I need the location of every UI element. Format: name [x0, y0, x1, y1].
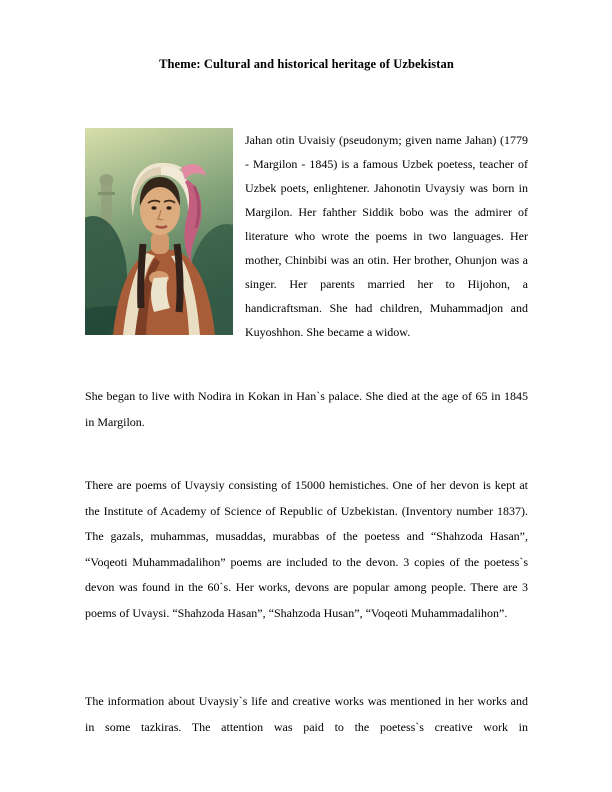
neck [151, 232, 169, 254]
uvaisiy-portrait-image [85, 128, 233, 335]
portrait-illustration [85, 128, 233, 335]
document-title: Theme: Cultural and historical heritage of Uzbekistan [159, 57, 454, 71]
intro-paragraph-text: Jahan otin Uvaisiy (pseudonym; given name Jahan) (1779 - Margilon - 1845) is a famous Uzbek poetess, teacher of Uzbek poets, enlightener. Jahonotin Uvaysiy was born in Margilon. Her fahther Siddik bobo was the admirer of literature who wrote the poems in two languages. Her mother, Chinbibi was an otin. Her brother, Ohunjon was a singer. Her parents married her to Hijohon, a handicraftsman. She had children, Muhammadjon and Kuyoshhon. She became a widow. [245, 133, 528, 339]
paragraph-nodira: She began to live with Nodira in Kokan in Han`s palace. She died at the age of 65 in 1845 in Margilon. [85, 389, 528, 429]
paragraph-information: The information about Uvaysiy`s life and creative works was mentioned in her works and in some tazkiras. The attention was paid to the poetess`s creative work in [85, 694, 528, 734]
paragraph-poems: There are poems of Uvaysiy consisting of 15000 hemistiches. One of her devon is kept at the Institute of Academy of Science of Republic of Uzbekistan. (Inventory number 1837). The gazals, muhammas, musaddas, murabbas of the poetess and “Shahzoda Hasan”, “Voqeoti Muhammadalihon” poems are included to the devon. 3 copies of the poetess`s devon was found in the 60`s. Her works, devons are popular among people. There are 3 poems of Uvaysi. “Shahzoda Hasan”, “Shahzoda Husan”, “Voqeoti Muhammadalihon”. [85, 478, 528, 620]
intro-paragraph-block [85, 128, 528, 344]
